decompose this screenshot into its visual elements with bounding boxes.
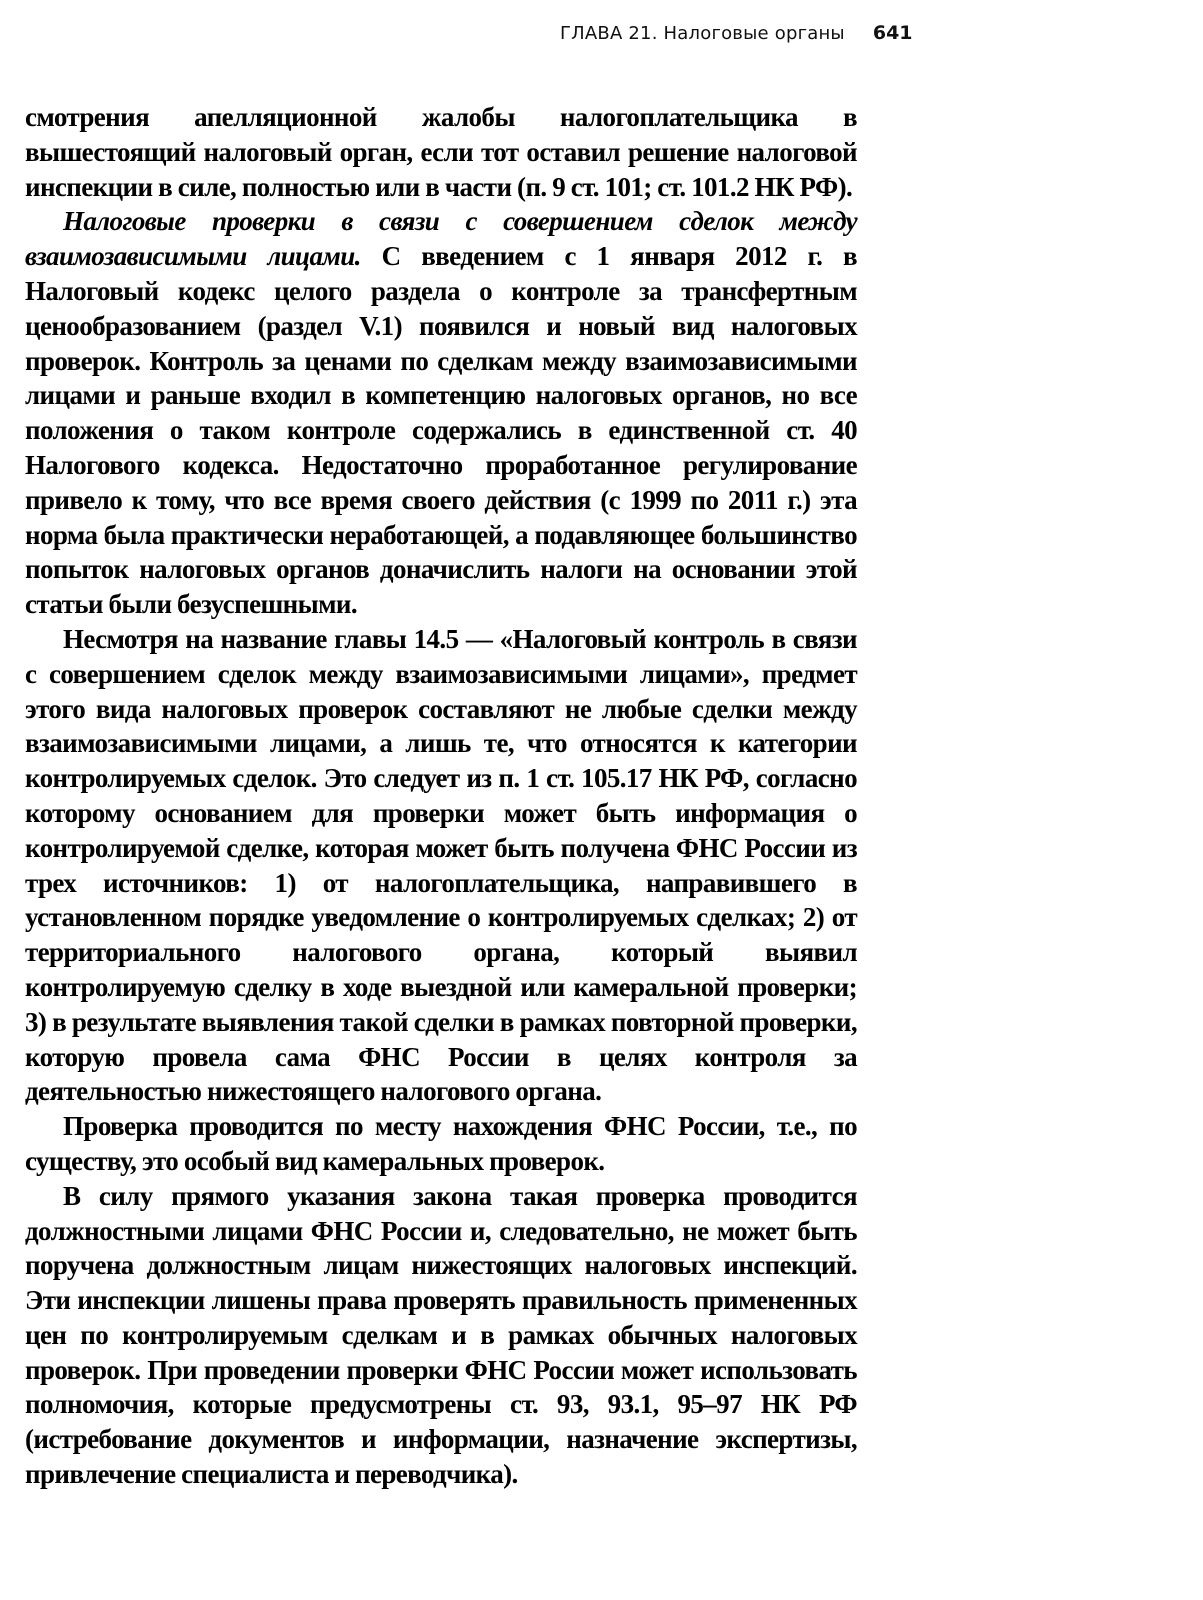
paragraph-text: С введением с 1 января 2012 г. в Налоговый кодекс целого раздела о контроле за трансфертным ценообразованием (раздел V.1) появился и новый вид налоговых проверок. Контроль за ценами по сделкам между взаимозависимыми лицами и раньше входил в компетенцию налоговых органов, но все положения о таком контроле содержались в единственной ст. 40 Налогового кодекса. Недостаточно проработанное регулирование привело к тому, что все время своего действия (с 1999 по 2011 г.) эта норма была практически неработающей, а подавляющее большинство попыток налоговых органов доначислить налоги на основании этой статьи были безуспешными. (25, 241, 857, 620)
paragraph-audit-officials (25, 1179, 857, 1492)
running-header (560, 18, 930, 48)
paragraph-audit-location (25, 1109, 857, 1179)
paragraph-italic-heading: Налоговые проверки в связи с совершением сделок между взаимозависимыми лицами. (25, 206, 857, 272)
paragraph-continuation (25, 100, 857, 204)
paragraph-text: В силу прямого указания закона такая проверка проводится должностными лицами ФНС России и, следовательно, не может быть поручена должностным лицам нижестоящих налоговых инспекций. Эти инспекции лишены права проверять правильность примененных цен по контролируемым сделкам и в рамках обычных налоговых проверок. При проведении проверки ФНС России может использовать полномочия, которые предусмотрены ст. 93, 93.1, 95–97 НК РФ (истребование документов и информации, назначение экспертизы, привлечение специалиста и переводчика). (25, 1180, 857, 1490)
page-number: 641 (872, 22, 913, 44)
paragraph-text: смотрения апелляционной жалобы налогоплательщика в вышестоящий налоговый орган, если тот оставил решение налоговой инспекции в силе, полностью или в части (п. 9 ст. 101; ст. 101.2 НК РФ). (25, 102, 857, 202)
paragraph-text: Проверка проводится по месту нахождения ФНС России, т.е., по существу, это особый вид камеральных проверок. (25, 1111, 857, 1176)
paragraph-subject-of-audit (25, 622, 857, 1109)
chapter-title: ГЛАВА 21. Налоговые органы (560, 22, 845, 44)
paragraph-controlled-transactions (25, 204, 857, 622)
body-text (25, 100, 857, 1492)
paragraph-text: Несмотря на название главы 14.5 — «Налоговый контроль в связи с совершением сделок между взаимозависимыми лицами», предмет этого вида налоговых проверок составляют не любые сделки между взаимозависимыми лицами, а лишь те, что относятся к категории контролируемых сделок. Это следует из п. 1 ст. 105.17 НК РФ, согласно которому основанием для проверки может быть информация о контролируемой сделке, которая может быть получена ФНС России из трех источников: 1) от налогоплательщика, направившего в установленном порядке уведомление о контролируемых сделках; 2) от территориального налогового органа, который выявил контролируемую сделку в ходе выездной или камеральной проверки; 3) в результате выявления такой сделки в рамках повторной проверки, которую провела сама ФНС России в целях контроля за деятельностью нижестоящего налогового органа. (25, 623, 857, 1107)
